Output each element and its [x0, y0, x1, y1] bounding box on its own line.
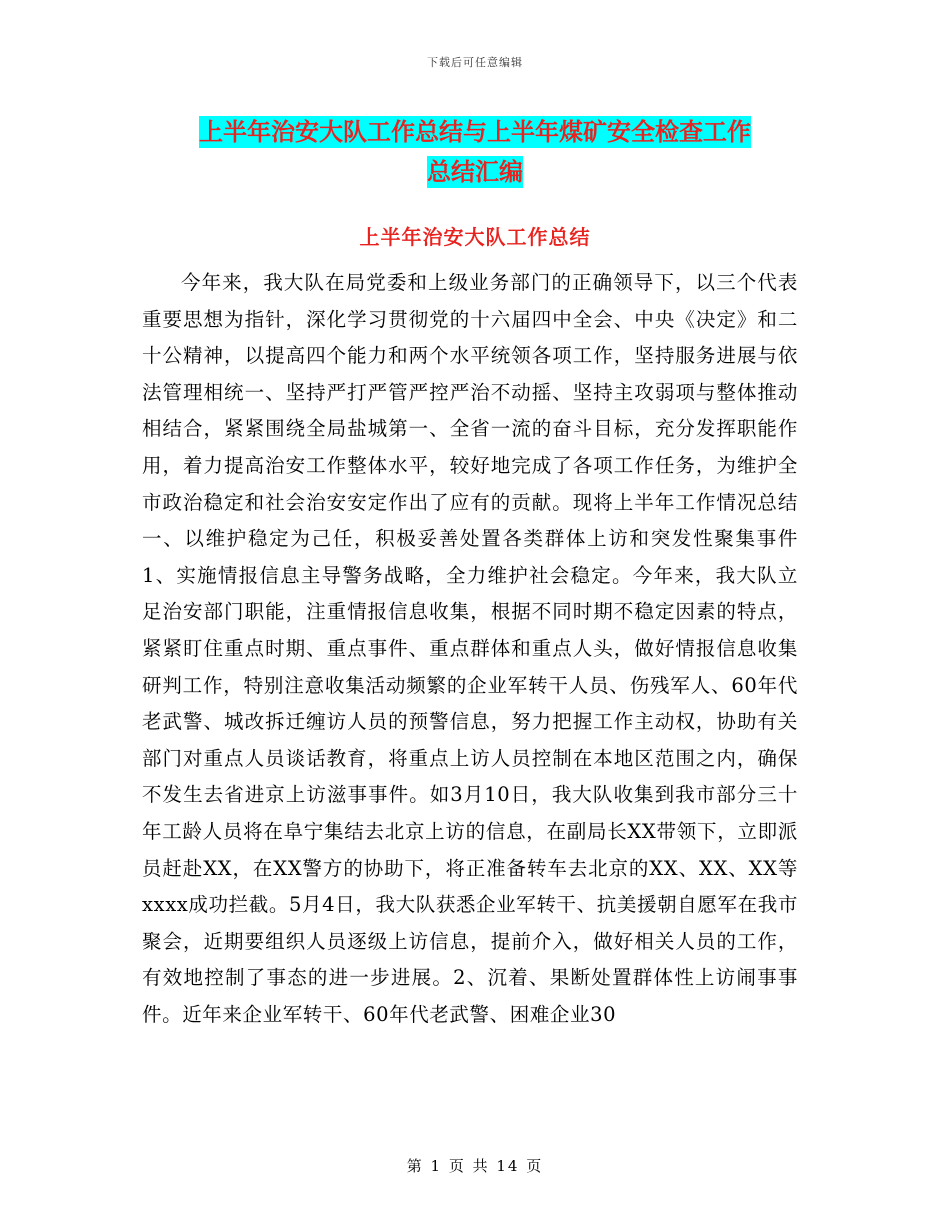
- body-paragraph: 今年来，我大队在局党委和上级业务部门的正确领导下，以三个代表重要思想为指针，深化学习贯彻党的十六届四中全会、中央《决定》和二十公精神，以提高四个能力和两个水平统领各项工作，坚持服务进展与依法管理相统一、坚持严打严管严控严治不动摇、坚持主攻弱项与整体推动相结合，紧紧围绕全局盐城第一、全省一流的奋斗目标，充分发挥职能作用，着力提高治安工作整体水平，较好地完成了各项工作任务，为维护全市政治稳定和社会治安安定作出了应有的贡献。现将上半年工作情况总结一、以维护稳定为己任，积极妥善处置各类群体上访和突发性聚集事件1、实施情报信息主导警务战略，全力维护社会稳定。今年来，我大队立足治安部门职能，注重情报信息收集，根据不同时期不稳定因素的特点，紧紧盯住重点时期、重点事件、重点群体和重点人头，做好情报信息收集研判工作，特别注意收集活动频繁的企业军转干人员、伤残军人、60年代老武警、城改拆迁缠访人员的预警信息，努力把握工作主动权，协助有关部门对重点人员谈话教育，将重点上访人员控制在本地区范围之内，确保不发生去省进京上访滋事事件。如3月10日，我大队收集到我市部分三十年工龄人员将在阜宁集结去北京上访的信息，在副局长XX带领下，立即派员赶赴XX，在XX警方的协助下，将正准备转车去北京的XX、XX、XX等xxxx成功拦截。5月4日，我大队获悉企业军转干、抗美援朝自愿军在我市聚会，近期要组织人员逐级上访信息，提前介入，做好相关人员的工作，有效地控制了事态的进一步进展。2、沉着、果断处置群体性上访闹事事件。近年来企业军转干、60年代老武警、困难企业30: [142, 271, 798, 1026]
- document-title-line1: 上半年治安大队工作总结与上半年煤矿安全检查工作: [199, 118, 751, 146]
- page-number-footer: 第 1 页 共 14 页: [406, 1157, 544, 1175]
- page-header-note: 下载后可任意编辑: [427, 56, 523, 69]
- document-title: [140, 112, 810, 192]
- section-title: 上半年治安大队工作总结: [359, 225, 591, 249]
- document-title-line2: 总结汇编: [427, 158, 523, 186]
